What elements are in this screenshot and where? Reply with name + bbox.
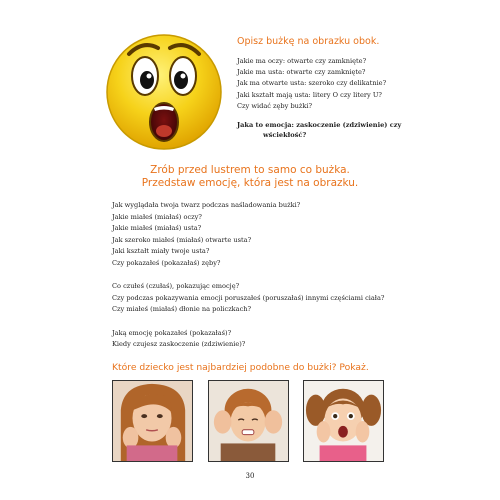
question-item: Czy widać zęby bużki?: [237, 101, 313, 110]
question-item: Kiedy czujesz zaskoczenie (zdziwienie)?: [112, 340, 246, 349]
question-item: Jak szeroko miałeś (miałaś) otwarte usta?: [112, 235, 252, 244]
child-photo-3[interactable]: [303, 380, 384, 462]
question-item: Jakie miałeś (miałaś) oczy?: [112, 212, 202, 221]
page-number: 30: [245, 472, 255, 480]
which-child-heading: Które dziecko jest najbardziej podobne do bużki? Pokaż.: [112, 362, 369, 373]
question-item: Jaki kształt miały twoje usta?: [112, 247, 210, 256]
face-questions-list: [237, 56, 487, 112]
question-item: Jakie ma usta: otwarte czy zamknięte?: [237, 68, 366, 77]
spacer: [112, 270, 384, 282]
mirror-heading-line: Zrób przed lustrem to samo co bużka.: [150, 164, 350, 176]
mirror-heading: [0, 164, 500, 190]
emotion-question-line: Jaka to emocja: zaskoczenie (zdziwienie) czy: [237, 121, 402, 129]
question-item: Jaki kształt mają usta: litery O czy litery U?: [237, 90, 382, 99]
child-photo-1[interactable]: [112, 380, 193, 462]
instruction-heading: Opisz bużkę na obrazku obok.: [237, 36, 380, 47]
child-photo-2[interactable]: [208, 380, 289, 462]
question-item: Czy podczas pokazywania emocji poruszałeś (poruszałaś) innymi częściami ciała?: [112, 293, 385, 302]
question-item: Czy miałeś (miałaś) dłonie na policzkach?: [112, 305, 252, 314]
question-item: Czy pokazałeś (pokazałaś) zęby?: [112, 258, 221, 267]
question-item: Jakie miałeś (miałaś) usta?: [112, 224, 202, 233]
question-item: Jak wyglądała twoja twarz podczas naśladowania bużki?: [112, 201, 301, 209]
mirror-heading-line: Przedstaw emocję, która jest na obrazku.: [141, 177, 359, 189]
surprised-emoji-icon: [103, 30, 225, 152]
spacer: [112, 316, 384, 328]
emotion-question: [237, 120, 487, 140]
question-item: Jak ma otwarte usta: szeroko czy delikatnie?: [237, 79, 387, 88]
question-item: Co czułeś (czułaś), pokazując emocję?: [112, 282, 240, 291]
question-item: Jaką emocję pokazałeś (pokazałaś)?: [112, 328, 232, 337]
emotion-question-line: wściekłość?: [263, 131, 307, 139]
question-item: Jakie ma oczy: otwarte czy zamknięte?: [237, 57, 367, 65]
mirror-questions-list: [112, 200, 384, 351]
